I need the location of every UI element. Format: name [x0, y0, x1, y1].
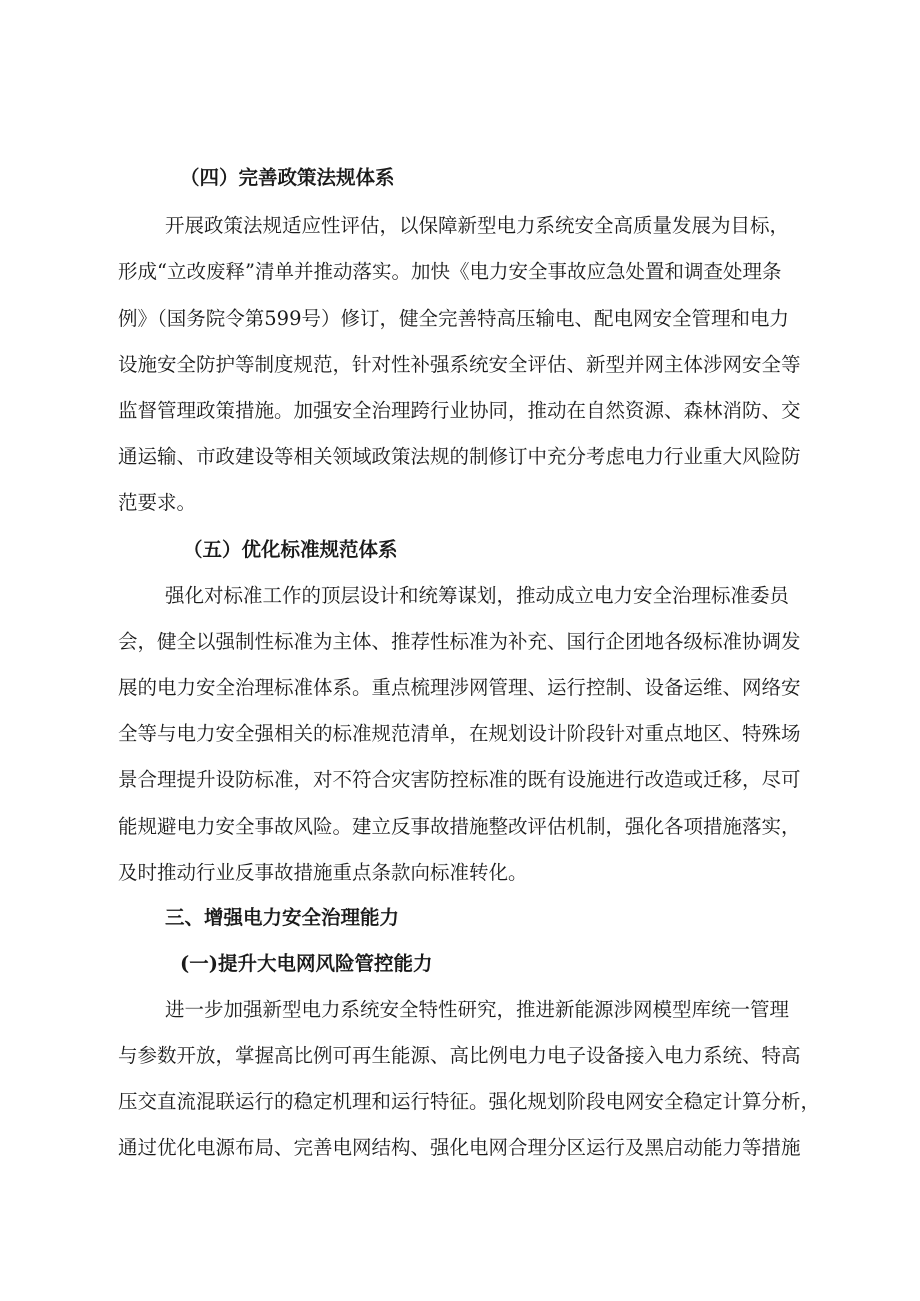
section-4-line-7: 范要求。: [118, 491, 197, 514]
section-5-line-6: 能规避电力安全事故风险。建立反事故措施整改评估机制，强化各项措施落实，: [118, 815, 801, 838]
part-3-heading: 三、增强电力安全治理能力: [165, 906, 400, 929]
section-5-line-7: 及时推动行业反事故措施重点条款向标准转化。: [118, 861, 528, 884]
section-5-line-4: 全等与电力安全强相关的标准规范清单，在规划设计阶段针对重点地区、特殊场: [118, 722, 801, 745]
section-4-line-6: 通运输、市政建设等相关领域政策法规的制修订中充分考虑电力行业重大风险防: [118, 445, 801, 468]
section-4-line-1: 开展政策法规适应性评估，以保障新型电力系统安全高质量发展为目标，: [165, 214, 790, 237]
section-5-line-5: 景合理提升设防标准，对不符合灾害防控标准的既有设施进行改造或迁移，尽可: [118, 768, 801, 791]
section-5-line-1: 强化对标准工作的顶层设计和统筹谋划，推动成立电力安全治理标准委员: [165, 584, 790, 607]
section-4-line-5: 监督管理政策措施。加强安全治理跨行业协同，推动在自然资源、森林消防、交: [118, 399, 801, 422]
part-3-sub-1-line-3: 压交直流混联运行的稳定机理和运行特征。强化规划阶段电网安全稳定计算分析，: [118, 1090, 821, 1113]
section-4-line-4: 设施安全防护等制度规范，针对性补强系统安全评估、新型并网主体涉网安全等: [118, 353, 801, 376]
part-3-sub-1-heading: (一)提升大电网风险管控能力: [180, 952, 433, 975]
section-4-line-2: 形成“立改废释”清单并推动落实。加快《电力安全事故应急处置和调查处理条: [118, 260, 782, 283]
section-4-line-3: 例》（国务院令第599号）修订，健全完善特高压输电、配电网安全管理和电力: [118, 307, 789, 330]
section-5-line-3: 展的电力安全治理标准体系。重点梳理涉网管理、运行控制、设备运维、网络安: [118, 676, 801, 699]
section-5-heading: （五）优化标准规范体系: [183, 538, 398, 561]
part-3-sub-1-line-2: 与参数开放，掌握高比例可再生能源、高比例电力电子设备接入电力系统、特高: [118, 1044, 801, 1067]
part-3-sub-1-line-4: 通过优化电源布局、完善电网结构、强化电网合理分区运行及黑启动能力等措施: [118, 1136, 801, 1159]
section-5-line-2: 会，健全以强制性标准为主体、推荐性标准为补充、国行企团地各级标准协调发: [118, 630, 801, 653]
section-4-heading: （四）完善政策法规体系: [180, 166, 395, 189]
part-3-sub-1-line-1: 进一步加强新型电力系统安全特性研究，推进新能源涉网模型库统一管理: [165, 998, 790, 1021]
